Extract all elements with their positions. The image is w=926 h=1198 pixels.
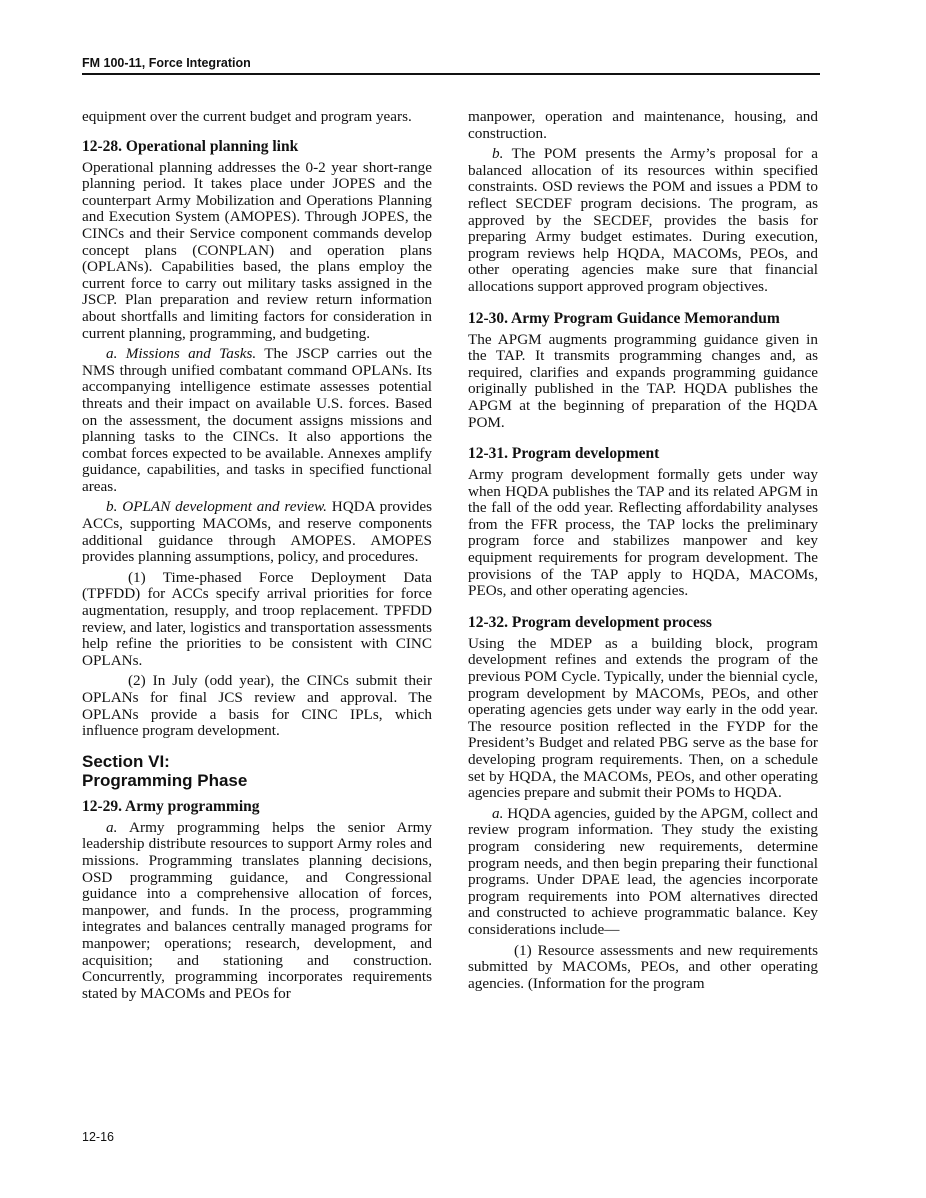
header-rule	[82, 73, 820, 75]
subpara-label: a.	[492, 804, 504, 822]
paragraph-12-28-b1: (1) Time-phased Force Deployment Data (TPFDD) for ACCs specify arrival priorities for force augmentation, resupply, and troop replacement. TPFDD review, and later, logistics and transportation assessments help refine the priorities to be consistent with CINC OPLANs.	[82, 568, 432, 669]
paragraph-12-28-a	[82, 346, 432, 495]
paragraph-12-29-b	[468, 146, 818, 295]
subpara-label: b.	[492, 145, 504, 163]
section-title	[82, 752, 432, 790]
subpara-text: The POM presents the Army’s proposal for a balanced allocation of its resources within specified constraints. OSD reviews the POM and issues a PDM to reflect SECDEF program decisions. The program, as approved by the SECDEF, provides the basis for preparing Army budget estimates. During execution, program reviews help HQDA, MACOMs, PEOs, and other operating agencies make sure that financial allocations support approved program objectives.	[468, 145, 818, 295]
section-number: Section VI:	[82, 751, 170, 771]
running-header: FM 100-11, Force Integration	[82, 56, 251, 70]
page-number: 12-16	[82, 1130, 114, 1144]
subpara-text: The JSCP carries out the NMS through unified combatant command OPLANs. Its accompanying intelligence estimate assesses potential threats and their impact on available U.S. forces. Based on the assessment, the document assigns missions and planning tasks to the CINCs. It also apportions the combat forces expected to be available. Annexes amplify guidance, capabilities, and tasks in specified functional areas.	[82, 345, 432, 495]
paragraph-12-31: Army program development formally gets under way when HQDA publishes the TAP and its related APGM in the fall of the odd year. Reflecting affordability analyses from the FFR process, the TAP locks the preliminary program force and stabilizes manpower and key equipment requirements for program development. The provisions of the TAP apply to HQDA, MACOMs, PEOs, and other operating agencies.	[468, 466, 818, 600]
subpara-text: Army programming helps the senior Army leadership distribute resources to support Army roles and missions. Programming translates planning decisions, OSD programming guidance, and Congressional guidance into a comprehensive allocation of forces, manpower, and funds. In the process, programming integrates and balances centrally managed programs for manpower; operations; research, development, and acquisition; and stationing and construction. Concurrently, programming incorporates requirements stated by MACOMs and PEOs for	[82, 818, 432, 1002]
subpara-label: a.	[106, 818, 118, 836]
paragraph-12-28-intro: Operational planning addresses the 0-2 year short-range planning period. It takes place under JOPES and the counterpart Army Mobilization and Operations Planning and Execution System (AMOPES). Through JOPES, the CINCs and their Service component commands develop concept plans (CONPLAN) and operation plans (OPLANs). Capabilities based, the plans employ the current force to carry out military tasks assigned in the JSCP. Plan preparation and review return information about shortfalls and limiting factors for consideration in current planning, programming, and budgeting.	[82, 158, 432, 342]
paragraph-12-32-intro: Using the MDEP as a building block, program development refines and extends the program of the previous POM Cycle. Typically, under the biennial cycle, program development by MACOMs, PEOs, and other operating agencies gets under way early in the odd year. The resource position reflected in the FYDP for the President’s Budget and related PBG serve as the base for developing program requirements. Then, on a schedule set by HQDA, the MACOMs, PEOs, and other operating agencies prepare and submit their POMs to HQDA.	[468, 634, 818, 802]
left-column	[82, 109, 432, 1006]
subpara-label: a. Missions and Tasks.	[106, 345, 257, 363]
subpara-text: HQDA provides ACCs, supporting MACOMs, and reserve components additional guidance through AMOPES. AMOPES provides planning assumptions, policy, and procedures.	[82, 498, 432, 566]
paragraph-12-28-b	[82, 499, 432, 565]
paragraph-12-29-a	[82, 820, 432, 1003]
heading-12-30: 12-30. Army Program Guidance Memorandum	[468, 309, 780, 327]
paragraph-continued: equipment over the current budget and program years.	[82, 108, 412, 125]
heading-12-29: 12-29. Army programming	[82, 797, 260, 815]
section-name: Programming Phase	[82, 770, 248, 790]
heading-12-31: 12-31. Program development	[468, 445, 660, 463]
subpara-text: HQDA agencies, guided by the APGM, collect and review program information. They study the existing program considering new requirements, determine program needs, and then begin preparing their functional programs. Under DPAE lead, the agencies incorporate program requirements into POM alternatives directed and constructed to achieve programmatic balance. Key considerations include—	[468, 804, 818, 938]
paragraph-12-32-a1: (1) Resource assessments and new requirements submitted by MACOMs, PEOs, and other operating agencies. (Information for the program	[468, 941, 818, 992]
paragraph-continued: manpower, operation and maintenance, housing, and construction.	[468, 108, 818, 142]
paragraph-12-28-b2: (2) In July (odd year), the CINCs submit their OPLANs for final JCS review and approval. The OPLANs provide a basis for CINC IPLs, which influence program development.	[82, 672, 432, 740]
heading-12-32: 12-32. Program development process	[468, 613, 712, 631]
right-column	[468, 109, 818, 996]
subpara-label: b. OPLAN development and review.	[106, 498, 327, 516]
paragraph-12-32-a	[468, 806, 818, 939]
heading-12-28: 12-28. Operational planning link	[82, 137, 299, 155]
paragraph-12-30: The APGM augments programming guidance given in the TAP. It transmits programming changes and, as required, clarifies and expands programming guidance originally published in the TAP. HQDA publishes the APGM at the beginning of preparation of the HQDA POM.	[468, 330, 818, 431]
